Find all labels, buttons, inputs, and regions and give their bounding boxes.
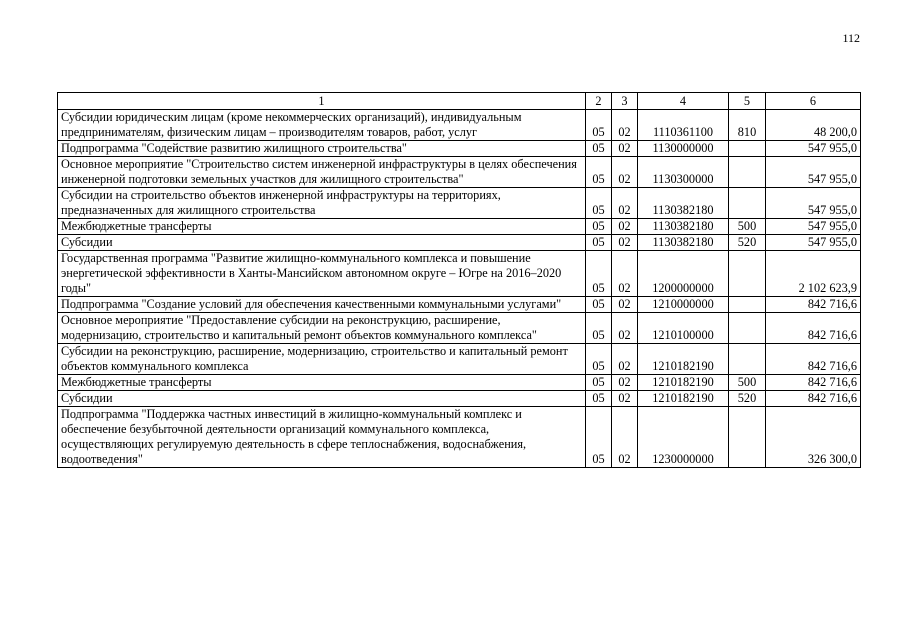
row-amount: 547 955,0 <box>766 157 861 188</box>
row-name: Подпрограмма "Создание условий для обеспечения качественными коммунальными услугами" <box>58 297 586 313</box>
row-target-article: 1210182190 <box>638 344 729 375</box>
row-target-article: 1110361100 <box>638 110 729 141</box>
row-name: Основное мероприятие "Строительство систем инженерной инфраструктуры в целях обеспечения инженерной подготовки земельных участков для жилищного строительства" <box>58 157 586 188</box>
row-name: Субсидии на строительство объектов инженерной инфраструктуры на территориях, предназначенных для жилищного строительства <box>58 188 586 219</box>
row-amount: 48 200,0 <box>766 110 861 141</box>
row-expense-type <box>729 188 766 219</box>
row-subsection: 02 <box>612 391 638 407</box>
table-row <box>58 235 861 251</box>
row-target-article: 1130300000 <box>638 157 729 188</box>
row-target-article: 1200000000 <box>638 251 729 297</box>
row-name: Государственная программа "Развитие жилищно-коммунального комплекса и повышение энергетической эффективности в Ханты-Мансийском автономном округе – Югре на 2016–2020 годы" <box>58 251 586 297</box>
table-row <box>58 391 861 407</box>
row-subsection: 02 <box>612 407 638 468</box>
table-row <box>58 110 861 141</box>
table-row <box>58 141 861 157</box>
row-name: Подпрограмма "Содействие развитию жилищного строительства" <box>58 141 586 157</box>
row-name: Основное мероприятие "Предоставление субсидии на реконструкцию, расширение, модернизацию, строительство и капитальный ремонт объектов коммунального комплекса" <box>58 313 586 344</box>
row-section: 05 <box>586 141 612 157</box>
row-target-article: 1130000000 <box>638 141 729 157</box>
row-subsection: 02 <box>612 219 638 235</box>
row-subsection: 02 <box>612 344 638 375</box>
row-section: 05 <box>586 110 612 141</box>
row-section: 05 <box>586 219 612 235</box>
header-col-2: 2 <box>586 93 612 110</box>
row-section: 05 <box>586 297 612 313</box>
row-amount: 842 716,6 <box>766 375 861 391</box>
row-section: 05 <box>586 313 612 344</box>
row-subsection: 02 <box>612 251 638 297</box>
row-target-article: 1230000000 <box>638 407 729 468</box>
header-col-3: 3 <box>612 93 638 110</box>
row-name: Субсидии юридическим лицам (кроме некоммерческих организаций), индивидуальным предпринимателям, физическим лицам – производителям товаров, работ, услуг <box>58 110 586 141</box>
table-row <box>58 375 861 391</box>
row-target-article: 1130382180 <box>638 219 729 235</box>
row-expense-type <box>729 141 766 157</box>
table-row <box>58 251 861 297</box>
page-number: 112 <box>842 31 860 45</box>
row-expense-type: 500 <box>729 219 766 235</box>
row-subsection: 02 <box>612 235 638 251</box>
header-col-4: 4 <box>638 93 729 110</box>
table-row <box>58 344 861 375</box>
row-amount: 842 716,6 <box>766 297 861 313</box>
row-name: Субсидии <box>58 391 586 407</box>
header-col-5: 5 <box>729 93 766 110</box>
budget-table <box>57 92 861 468</box>
table-row <box>58 407 861 468</box>
row-amount: 547 955,0 <box>766 141 861 157</box>
row-amount: 842 716,6 <box>766 313 861 344</box>
row-section: 05 <box>586 391 612 407</box>
table-header-row <box>58 93 861 110</box>
row-subsection: 02 <box>612 110 638 141</box>
row-name: Субсидии на реконструкцию, расширение, модернизацию, строительство и капитальный ремонт объектов коммунального комплекса <box>58 344 586 375</box>
row-amount: 842 716,6 <box>766 391 861 407</box>
row-expense-type <box>729 251 766 297</box>
row-target-article: 1210182190 <box>638 391 729 407</box>
row-amount: 547 955,0 <box>766 235 861 251</box>
row-section: 05 <box>586 344 612 375</box>
row-target-article: 1130382180 <box>638 188 729 219</box>
row-name: Подпрограмма "Поддержка частных инвестиций в жилищно-коммунальный комплекс и обеспечение безубыточной деятельности организаций коммунального комплекса, осуществляющих регулируемую деятельность в сфере теплоснабжения, водоснабжения, водоотведения" <box>58 407 586 468</box>
row-subsection: 02 <box>612 313 638 344</box>
header-col-6: 6 <box>766 93 861 110</box>
row-name: Субсидии <box>58 235 586 251</box>
row-subsection: 02 <box>612 297 638 313</box>
table-row <box>58 157 861 188</box>
row-expense-type: 810 <box>729 110 766 141</box>
row-section: 05 <box>586 251 612 297</box>
row-amount: 547 955,0 <box>766 219 861 235</box>
row-amount: 326 300,0 <box>766 407 861 468</box>
row-amount: 547 955,0 <box>766 188 861 219</box>
row-subsection: 02 <box>612 141 638 157</box>
table-row <box>58 188 861 219</box>
row-expense-type: 500 <box>729 375 766 391</box>
row-section: 05 <box>586 235 612 251</box>
row-amount: 2 102 623,9 <box>766 251 861 297</box>
row-section: 05 <box>586 188 612 219</box>
row-expense-type <box>729 157 766 188</box>
table-row <box>58 219 861 235</box>
row-expense-type <box>729 407 766 468</box>
table-row <box>58 313 861 344</box>
row-amount: 842 716,6 <box>766 344 861 375</box>
row-target-article: 1210000000 <box>638 297 729 313</box>
row-section: 05 <box>586 407 612 468</box>
row-target-article: 1210182190 <box>638 375 729 391</box>
row-name: Межбюджетные трансферты <box>58 219 586 235</box>
header-col-1: 1 <box>58 93 586 110</box>
row-subsection: 02 <box>612 188 638 219</box>
row-target-article: 1130382180 <box>638 235 729 251</box>
row-subsection: 02 <box>612 375 638 391</box>
row-expense-type <box>729 297 766 313</box>
row-subsection: 02 <box>612 157 638 188</box>
row-expense-type <box>729 344 766 375</box>
row-section: 05 <box>586 375 612 391</box>
row-name: Межбюджетные трансферты <box>58 375 586 391</box>
row-expense-type: 520 <box>729 391 766 407</box>
table-row <box>58 297 861 313</box>
row-section: 05 <box>586 157 612 188</box>
row-expense-type: 520 <box>729 235 766 251</box>
row-expense-type <box>729 313 766 344</box>
row-target-article: 1210100000 <box>638 313 729 344</box>
